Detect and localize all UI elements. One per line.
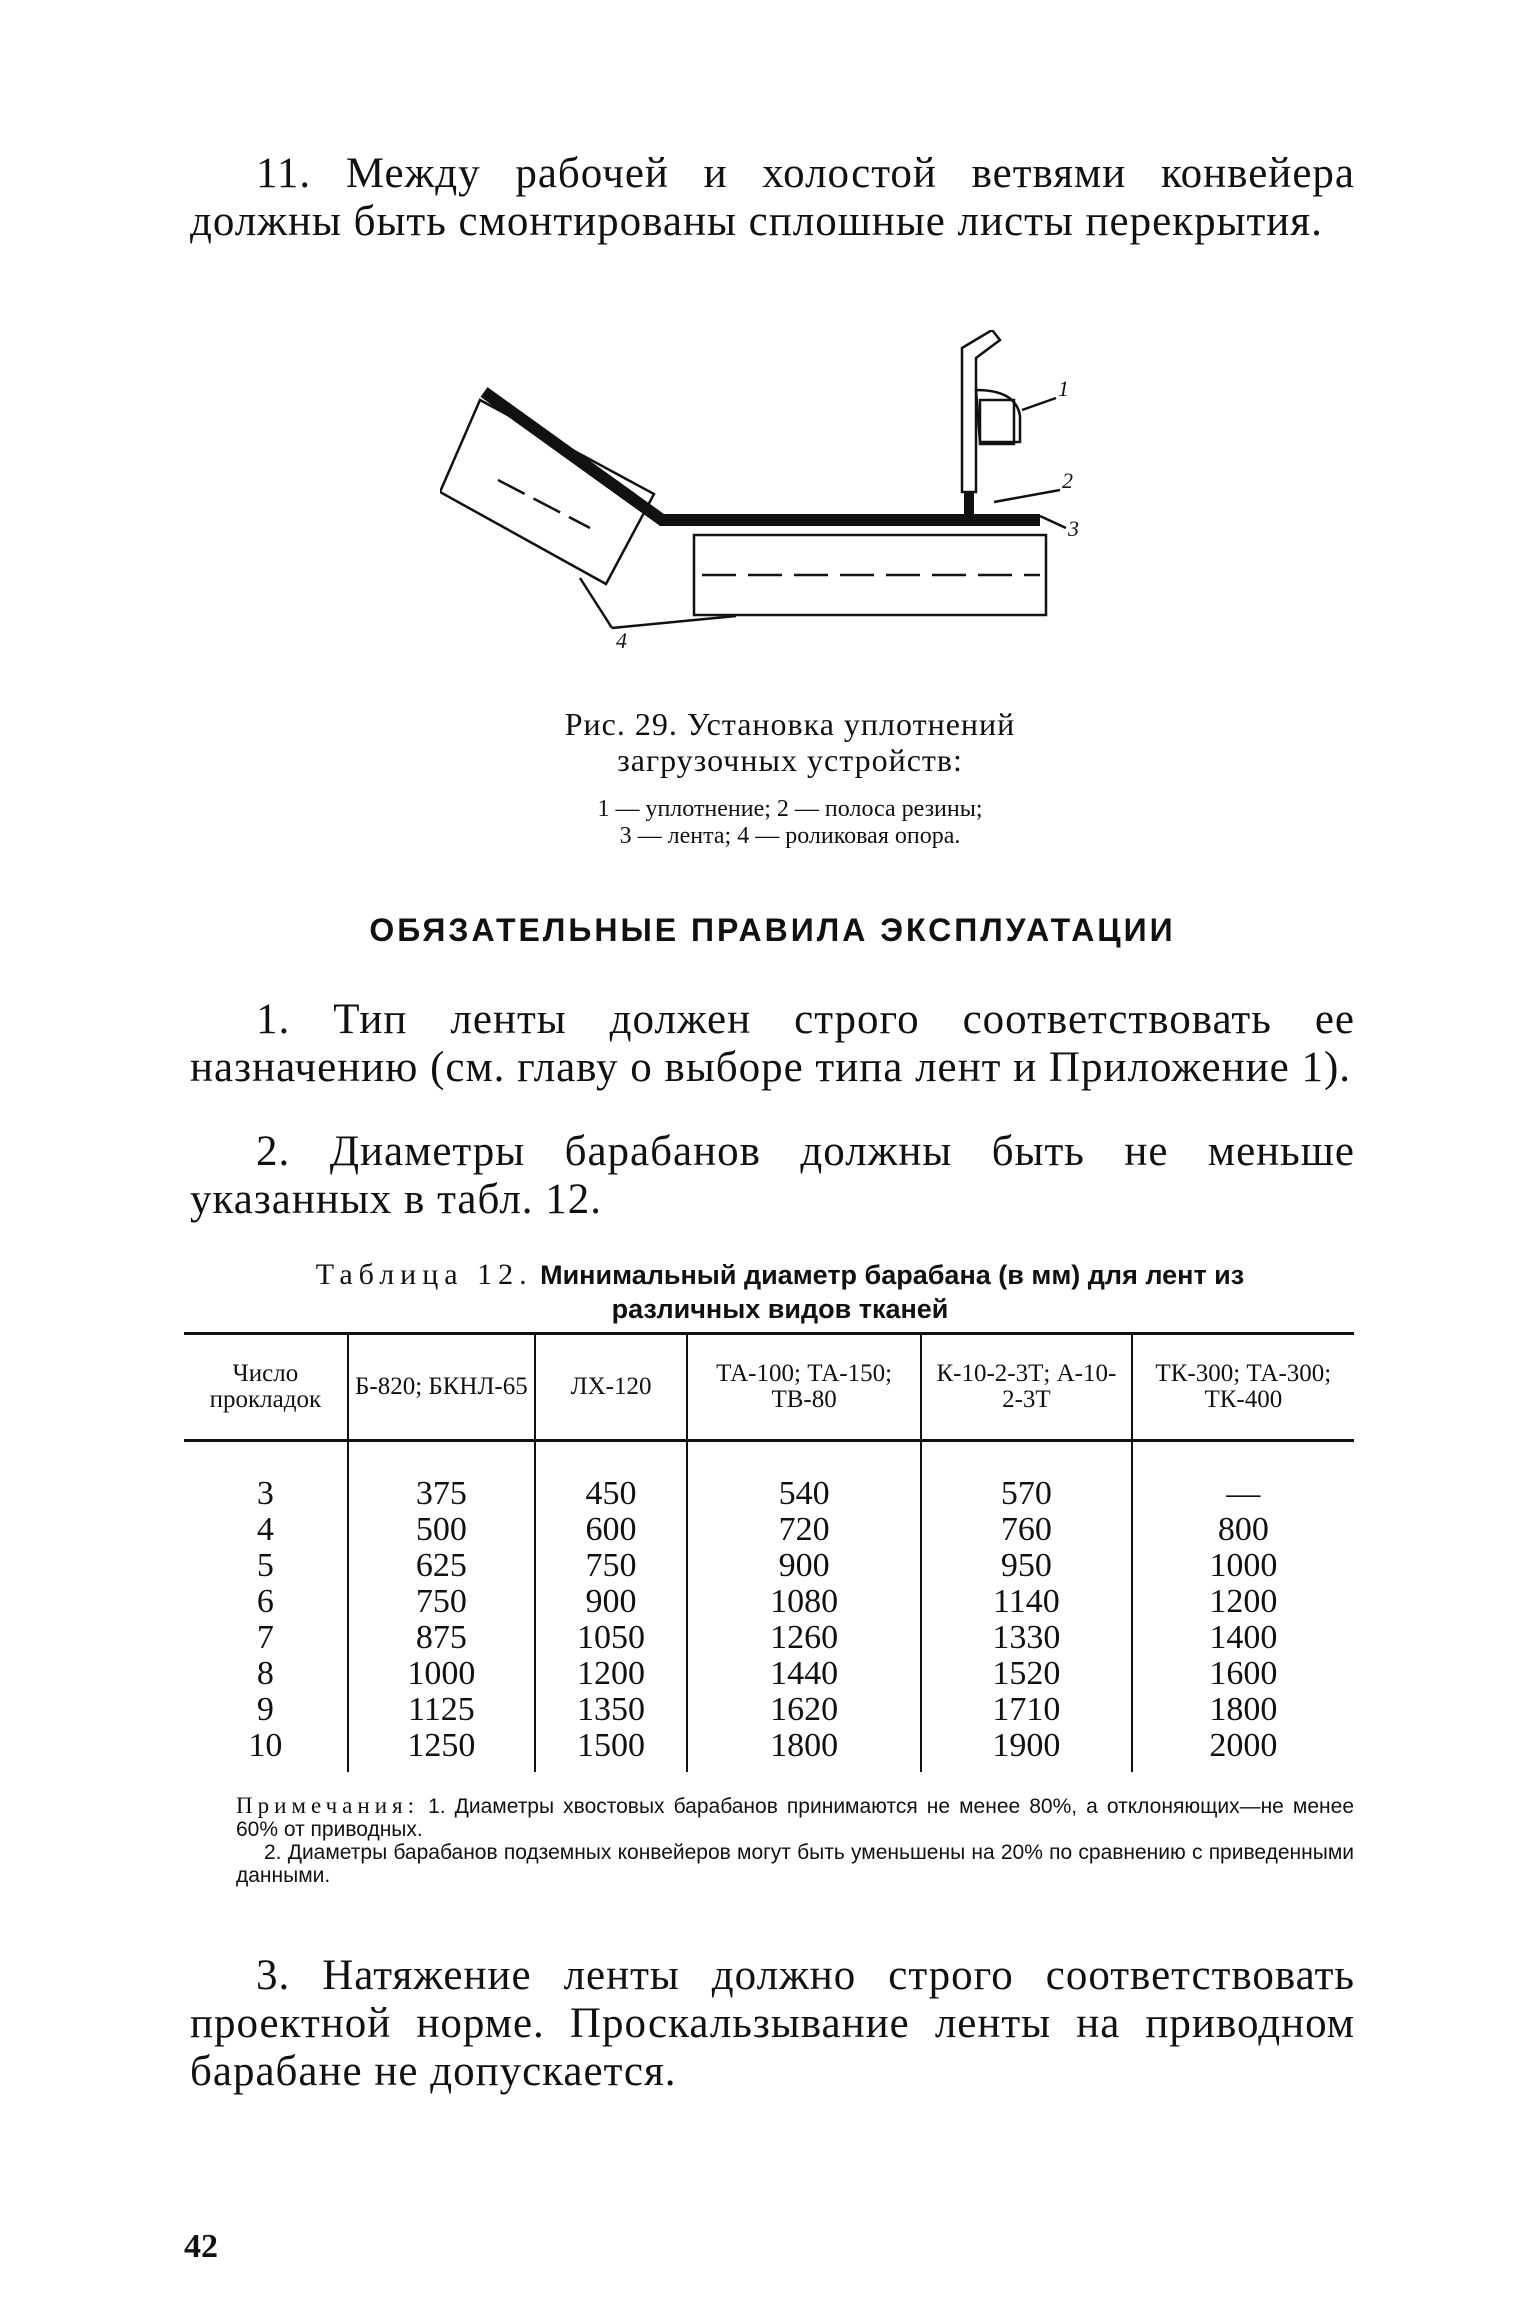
cell: 500 xyxy=(348,1512,535,1548)
cell: 3 xyxy=(256,1475,274,1512)
table-row xyxy=(184,1584,1354,1620)
inclined-roller-axis xyxy=(498,480,590,528)
cell: 1620 xyxy=(687,1692,921,1728)
notes-lead: Примечания: xyxy=(236,1793,419,1818)
table-row xyxy=(184,1512,1354,1548)
header-ta100: ТА-100; ТА-150; ТВ-80 xyxy=(687,1334,921,1441)
cell: 1440 xyxy=(687,1656,921,1692)
table-row xyxy=(184,1656,1354,1692)
cell: 9 xyxy=(256,1691,274,1728)
conveyor-belt xyxy=(484,392,1040,520)
cell: 875 xyxy=(348,1620,535,1656)
cell: 900 xyxy=(535,1584,687,1620)
header-layers: Число прокладок xyxy=(184,1334,348,1441)
label-1: 1 xyxy=(1058,376,1069,401)
cell: 1800 xyxy=(687,1728,921,1772)
header-b820: Б-820; БКНЛ-65 xyxy=(348,1334,535,1441)
seal-clamp xyxy=(980,400,1014,444)
cell: 1800 xyxy=(1132,1692,1354,1728)
cell: 1600 xyxy=(1132,1656,1354,1692)
table-row xyxy=(184,1548,1354,1584)
cell: 1200 xyxy=(535,1656,687,1692)
cell: 900 xyxy=(687,1548,921,1584)
cell: — xyxy=(1132,1441,1354,1513)
note-1 xyxy=(236,1794,1354,1841)
header-lkh120: ЛХ-120 xyxy=(535,1334,687,1441)
note-1-text: 1. Диаметры хвостовых барабанов принимаются не менее 80%, а отклоняющих—не менее 60% от приводных. xyxy=(236,1795,1354,1841)
table-notes xyxy=(236,1794,1354,1887)
cell: 1080 xyxy=(687,1584,921,1620)
cell: 6 xyxy=(256,1583,274,1620)
cell: 950 xyxy=(921,1548,1132,1584)
label-2: 2 xyxy=(1062,468,1073,493)
belt-seal-diagram xyxy=(440,330,1100,650)
cell: 10 xyxy=(248,1727,283,1764)
cell: 540 xyxy=(687,1441,921,1513)
cell: 1250 xyxy=(348,1728,535,1772)
drum-diameter-table xyxy=(184,1332,1354,1772)
page-number: 42 xyxy=(184,2228,218,2265)
cell: 7 xyxy=(256,1619,274,1656)
figure-legend-line-1: 1 — уплотнение; 2 — полоса резины; xyxy=(597,796,983,822)
figure-caption-title: Рис. 29. Установка уплотнений загрузочных устройств: xyxy=(564,706,1016,778)
cell: 1000 xyxy=(348,1656,535,1692)
cell: 570 xyxy=(921,1441,1132,1513)
cell: 375 xyxy=(348,1441,535,1513)
cell: 1330 xyxy=(921,1620,1132,1656)
table-caption: Минимальный диаметр барабана (в мм) для лент из различных видов тканей xyxy=(540,1260,1245,1324)
cell: 1050 xyxy=(535,1620,687,1656)
cell: 800 xyxy=(1132,1512,1354,1548)
cell: 1200 xyxy=(1132,1584,1354,1620)
intro-paragraph: 11. Между рабочей и холостой ветвями конвейера должны быть смонтированы сплошные листы перекрытия. xyxy=(190,150,1355,245)
cell: 600 xyxy=(535,1512,687,1548)
cell: 750 xyxy=(348,1584,535,1620)
cell: 1500 xyxy=(535,1728,687,1772)
cell: 8 xyxy=(256,1655,274,1692)
cell: 1900 xyxy=(921,1728,1132,1772)
cell: 1710 xyxy=(921,1692,1132,1728)
cell: 1350 xyxy=(535,1692,687,1728)
cell: 750 xyxy=(535,1548,687,1584)
rule-1: 1. Тип ленты должен строго соответствовать ее назначению (см. главу о выборе типа лент и Приложение 1). xyxy=(190,996,1355,1091)
rule-2: 2. Диаметры барабанов должны быть не меньше указанных в табл. 12. xyxy=(190,1128,1355,1223)
cell: 2000 xyxy=(1132,1728,1354,1772)
cell: 1520 xyxy=(921,1656,1132,1692)
header-tk300: ТК-300; ТА-300; ТК-400 xyxy=(1132,1334,1354,1441)
cell: 1000 xyxy=(1132,1548,1354,1584)
header-k10: К-10-2-3Т; А-10-2-3Т xyxy=(921,1334,1132,1441)
table-row xyxy=(184,1692,1354,1728)
cell: 1400 xyxy=(1132,1620,1354,1656)
table-row xyxy=(184,1620,1354,1656)
table-row xyxy=(184,1441,1354,1513)
cell: 4 xyxy=(256,1511,274,1548)
note-2: 2. Диаметры барабанов подземных конвейеров могут быть уменьшены на 20% по сравнению с приведенными данными. xyxy=(236,1841,1354,1887)
cell: 1125 xyxy=(348,1692,535,1728)
rule-3: 3. Натяжение ленты должно строго соответствовать проектной норме. Проскальзывание ленты на приводном барабане не допускается. xyxy=(190,1952,1355,2095)
label-4: 4 xyxy=(616,628,627,650)
cell: 625 xyxy=(348,1548,535,1584)
cell: 760 xyxy=(921,1512,1132,1548)
table-header-row xyxy=(184,1334,1354,1441)
cell: 1140 xyxy=(921,1584,1132,1620)
label-3: 3 xyxy=(1068,516,1079,541)
cell: 720 xyxy=(687,1512,921,1548)
table-row xyxy=(184,1728,1354,1772)
cell: 450 xyxy=(535,1441,687,1513)
figure-legend-line-2: 3 — лента; 4 — роликовая опора. xyxy=(619,823,961,849)
section-heading: ОБЯЗАТЕЛЬНЫЕ ПРАВИЛА ЭКСПЛУАТАЦИИ xyxy=(369,912,1176,948)
table-title xyxy=(260,1258,1300,1326)
table-label: Таблица 12. xyxy=(315,1258,533,1291)
cell: 1260 xyxy=(687,1620,921,1656)
rubber-strip xyxy=(964,492,974,518)
cell: 5 xyxy=(256,1547,274,1584)
